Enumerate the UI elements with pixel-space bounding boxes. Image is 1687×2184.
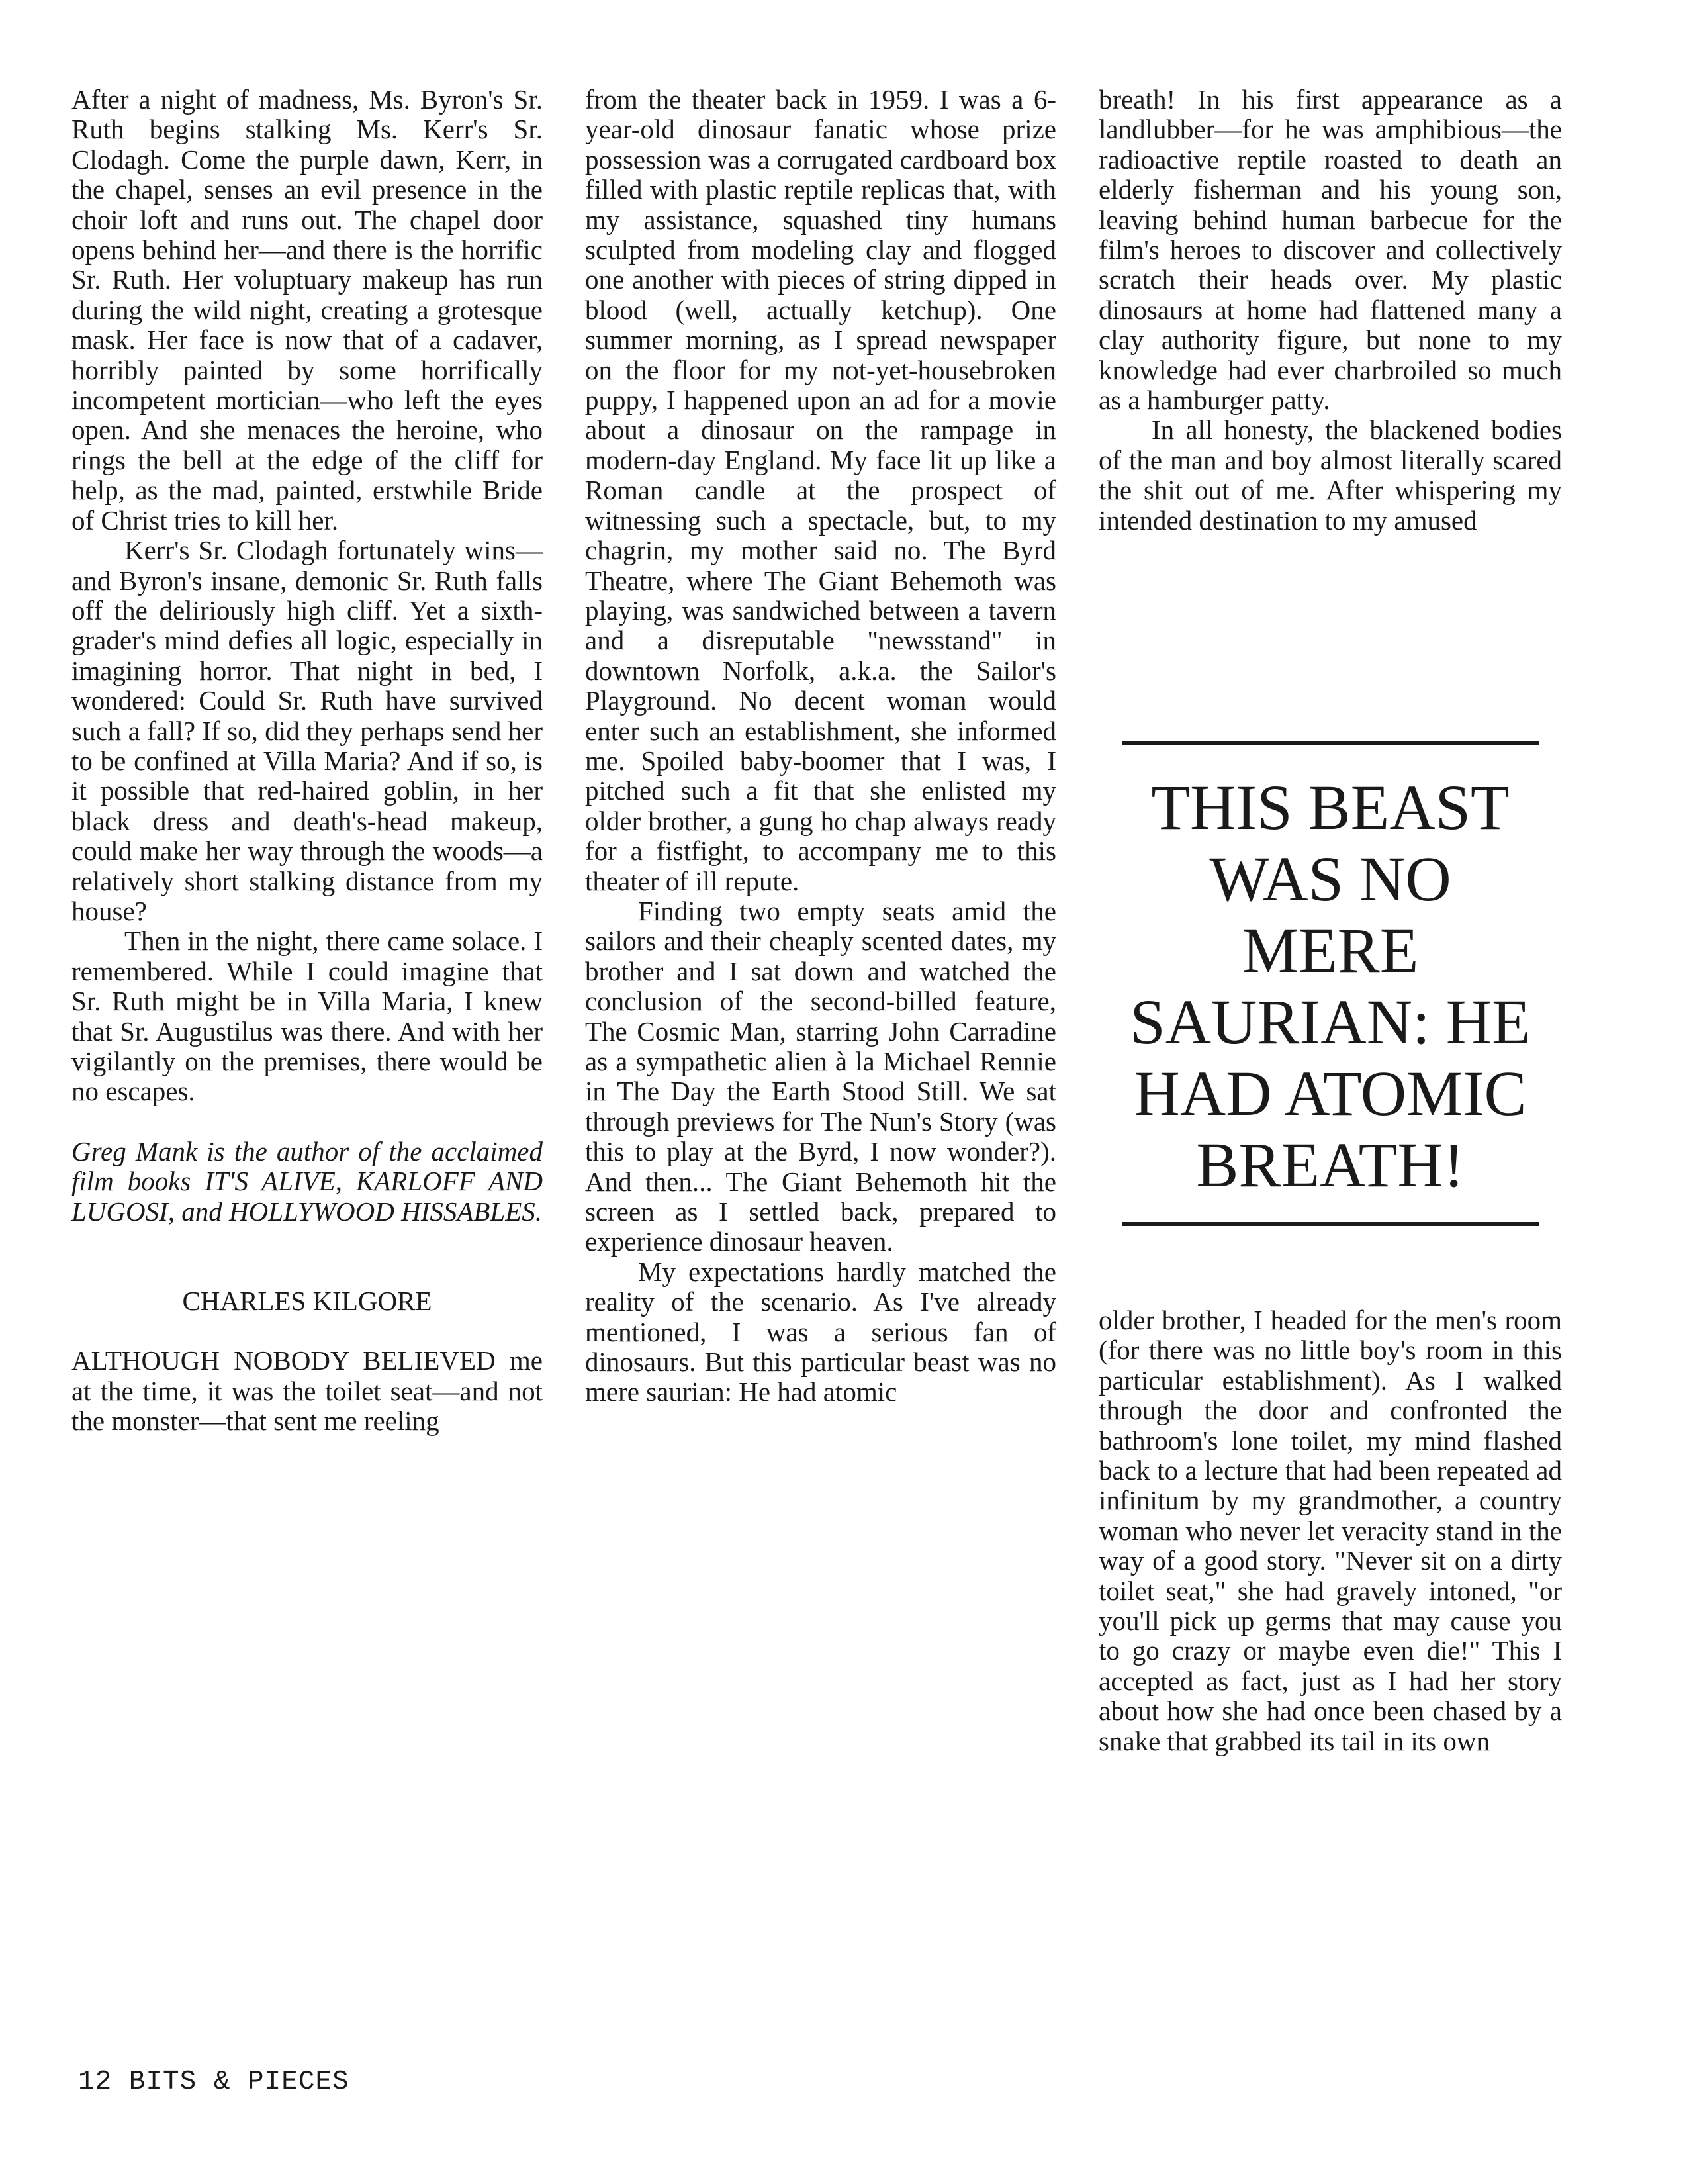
- paragraph: Then in the night, there came solace. I remembered. While I could imagine that Sr. Ruth might be in Villa Maria, I knew that Sr. Augustilus was there. And with her vigilantly on the premises, there would be no escapes.: [71, 926, 543, 1107]
- pull-quote: THIS BEAST WAS NO MERE SAURIAN: HE HAD ATOMIC BREATH!: [1122, 741, 1539, 1226]
- paragraph: My expectations hardly matched the reality of the scenario. As I've already mentioned, I was a serious fan of dinosaurs. But this particular beast was no mere saurian: He had atomic: [585, 1256, 1056, 1407]
- article-lead: ALTHOUGH NOBODY BELIEVED me at the time, it was the toilet seat—and not the monster—that sent me reeling: [71, 1345, 543, 1437]
- paragraph: older brother, I headed for the men's room (for there was no little boy's room in this particular establishment). As I walked through the door and confronted the bathroom's lone toilet, my mind flashed back to a lecture that had been repeated ad infinitum by my grandmother, a country woman who never let veracity stand in the way of a good story. "Never sit on a dirty toilet seat," she had gravely intoned, "or you'll pick up germs that may cause you to go crazy or maybe even die!" This I accepted as fact, just as I had her story about how she had once been chased by a snake that grabbed its tail in its own: [1099, 1305, 1562, 1756]
- paragraph: In all honesty, the blackened bodies of the man and boy almost literally scared the shit out of me. After whispering my intended destination to my amused: [1099, 414, 1562, 536]
- paragraph: breath! In his first appearance as a landlubber—for he was amphibious—the radioactive reptile roasted to death an elderly fisherman and his young son, leaving behind human barbecue for the film's heroes to discover and collectively scratch their heads over. My plastic dinosaurs at home had flattened many a clay authority figure, but none to my knowledge had ever charbroiled so much as a hamburger patty.: [1099, 84, 1562, 416]
- article-column-3: [1099, 85, 1562, 536]
- author-heading: CHARLES KILGORE: [182, 1286, 432, 1317]
- paragraph: Finding two empty seats amid the sailors and their cheaply scented dates, my brother and I sat down and watched the conclusion of the second-billed feature, The Cosmic Man, starring John Carradine as a sympathetic alien à la Michael Rennie in The Day the Earth Stood Still. We sat through previews for The Nun's Story (was this to play at the Byrd, I now wonder?). And then... The Giant Behemoth hit the screen as I settled back, prepared to experience dinosaur heaven.: [585, 895, 1056, 1257]
- paragraph: from the theater back in 1959. I was a 6-year-old dinosaur fanatic whose prize possession was a corrugated cardboard box filled with plastic reptile replicas that, with my assistance, squashed tiny humans sculpted from modeling clay and flogged one another with pieces of string dipped in blood (well, actually ketchup). One summer morning, as I spread newspaper on the floor for my not-yet-housebroken puppy, I happened upon an ad for a movie about a dinosaur on the rampage in modern-day England. My face lit up like a Roman candle at the prospect of witnessing such a spectacle, but, to my chagrin, my mother said no. The Byrd Theatre, where The Giant Behemoth was playing, was sandwiched between a tavern and a disreputable "newsstand" in downtown Norfolk, a.k.a. the Sailor's Playground. No decent woman would enter such an establishment, she informed me. Spoiled baby-boomer that I was, I pitched such a fit that she enlisted my older brother, a gung ho chap always ready for a fistfight, to accompany me to this theater of ill repute.: [585, 84, 1056, 896]
- article-column-3-continued: [1099, 1306, 1562, 1756]
- article-column-1: [71, 85, 543, 1437]
- article-column-2: [585, 85, 1056, 1407]
- paragraph: Kerr's Sr. Clodagh fortunately wins—and Byron's insane, demonic Sr. Ruth falls off the deliriously high cliff. Yet a sixth-grader's mind defies all logic, especially in imagining horror. That night in bed, I wondered: Could Sr. Ruth have survived such a fall? If so, did they perhaps send her to be confined at Villa Maria? And if so, is it possible that red-haired goblin, in her black dress and death's-head makeup, could make her way through the woods—a relatively short stalking distance from my house?: [71, 535, 543, 926]
- paragraph: After a night of madness, Ms. Byron's Sr. Ruth begins stalking Ms. Kerr's Sr. Clodagh. Come the purple dawn, Kerr, in the chapel, senses an evil presence in the choir loft and runs out. The chapel door opens behind her—and there is the horrific Sr. Ruth. Her voluptuary makeup has run during the wild night, creating a grotesque mask. Her face is now that of a cadaver, horribly painted by some horrifically incompetent mortician—who left the eyes open. And she menaces the heroine, who rings the bell at the edge of the cliff for help, as the mad, painted, erstwhile Bride of Christ tries to kill her.: [71, 84, 543, 536]
- author-byline: Greg Mank is the author of the acclaimed film books IT'S ALIVE, KARLOFF AND LUGOSI, and HOLLYWOOD HISSABLES.: [71, 1135, 543, 1227]
- page-footer: 12 BITS & PIECES: [78, 2067, 349, 2097]
